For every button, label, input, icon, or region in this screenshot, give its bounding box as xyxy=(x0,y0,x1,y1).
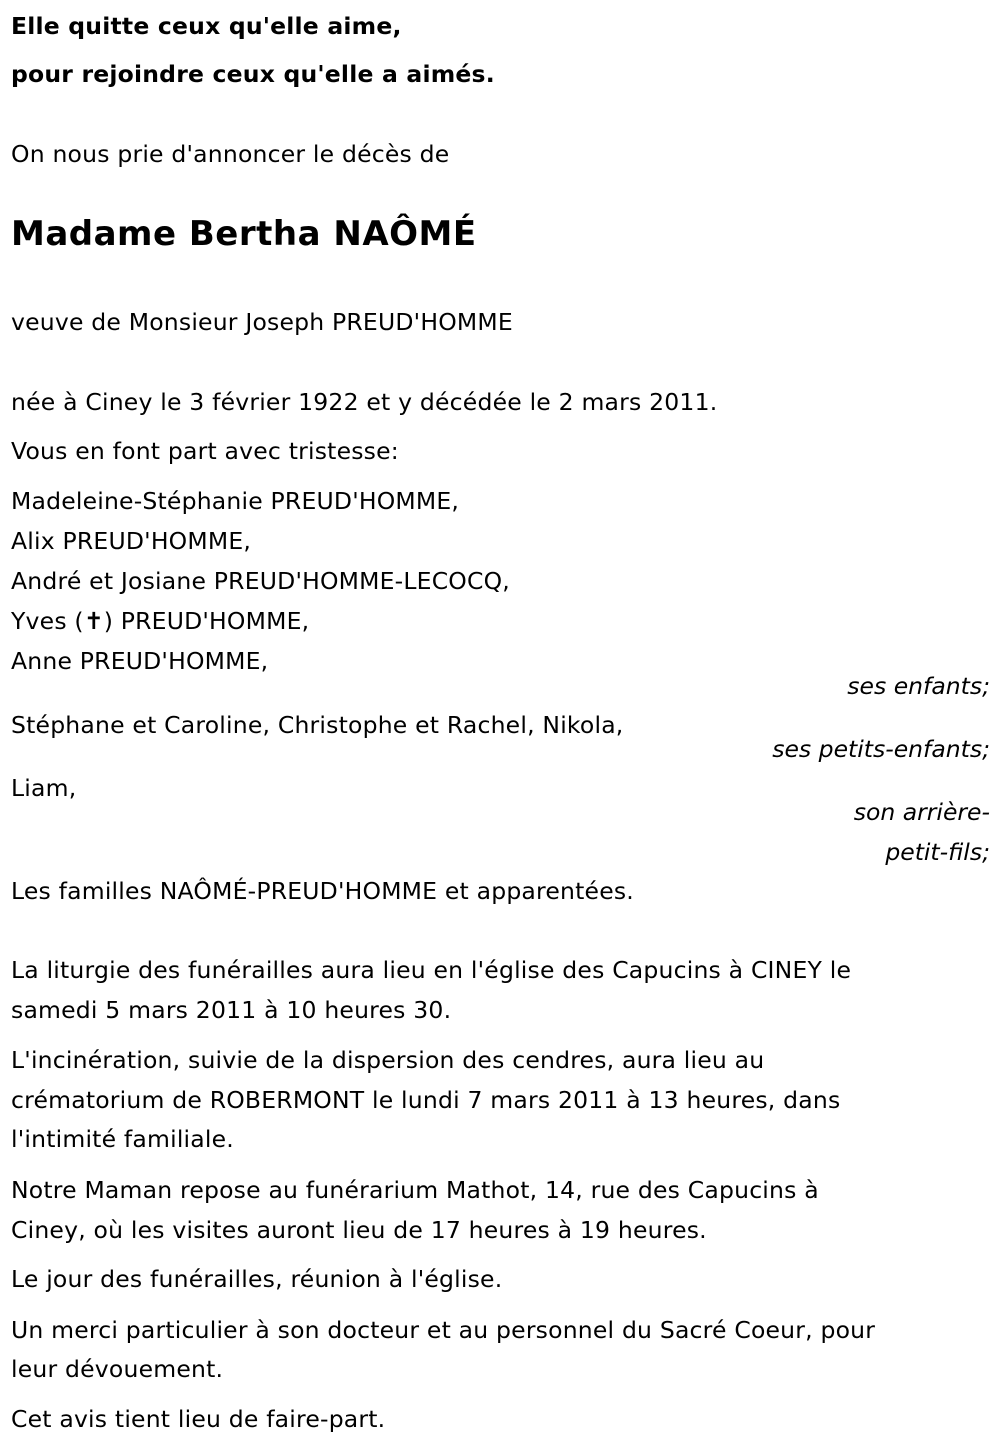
child-name: André et Josiane PREUD'HOMME-LECOCQ, xyxy=(11,567,510,595)
cross-icon: ✝ xyxy=(83,607,104,635)
thanks-line-1: Un merci particulier à son docteur et au personnel du Sacré Coeur, pour xyxy=(11,1316,876,1344)
liturgy-line-1: La liturgie des funérailles aura lieu en l'église des Capucins à CINEY le xyxy=(11,956,852,984)
child-name-prefix: Yves ( xyxy=(11,607,84,635)
great-grandchild-role-2: petit-fils; xyxy=(885,838,990,866)
thanks-line-2: leur dévouement. xyxy=(11,1355,224,1383)
share-intro: Vous en font part avec tristesse: xyxy=(11,437,399,465)
great-grandchild-role-1: son arrière- xyxy=(853,798,990,826)
child-name-yves xyxy=(11,606,309,636)
epigraph-line-1: Elle quitte ceux qu'elle aime, xyxy=(11,12,402,40)
deceased-name: Madame Bertha NAÔMÉ xyxy=(11,214,477,254)
closing: Cet avis tient lieu de faire-part. xyxy=(11,1405,386,1433)
repose-line-2: Ciney, où les visites auront lieu de 17 heures à 19 heures. xyxy=(11,1216,707,1244)
cremation-line-2: crématorium de ROBERMONT le lundi 7 mars 2011 à 13 heures, dans xyxy=(11,1086,841,1114)
liturgy-line-2: samedi 5 mars 2011 à 10 heures 30. xyxy=(11,996,452,1024)
grandchildren-names: Stéphane et Caroline, Christophe et Rachel, Nikola, xyxy=(11,711,624,739)
cremation-line-1: L'incinération, suivie de la dispersion des cendres, aura lieu au xyxy=(11,1046,765,1074)
child-name-suffix: ) PREUD'HOMME, xyxy=(103,607,310,635)
widow-of: veuve de Monsieur Joseph PREUD'HOMME xyxy=(11,308,513,336)
cremation-line-3: l'intimité familiale. xyxy=(11,1125,234,1153)
announcement: On nous prie d'annoncer le décès de xyxy=(11,140,450,168)
child-name: Anne PREUD'HOMME, xyxy=(11,647,269,675)
child-name: Alix PREUD'HOMME, xyxy=(11,527,252,555)
great-grandchild-name: Liam, xyxy=(11,774,77,802)
families: Les familles NAÔMÉ-PREUD'HOMME et apparentées. xyxy=(11,877,634,905)
repose-line-1: Notre Maman repose au funérarium Mathot, 14, rue des Capucins à xyxy=(11,1176,819,1204)
meeting: Le jour des funérailles, réunion à l'église. xyxy=(11,1265,503,1293)
child-name: Madeleine-Stéphanie PREUD'HOMME, xyxy=(11,487,460,515)
children-role: ses enfants; xyxy=(847,672,990,700)
birth-death: née à Ciney le 3 février 1922 et y décédée le 2 mars 2011. xyxy=(11,388,718,416)
grandchildren-role: ses petits-enfants; xyxy=(772,735,990,763)
epigraph-line-2: pour rejoindre ceux qu'elle a aimés. xyxy=(11,60,495,88)
